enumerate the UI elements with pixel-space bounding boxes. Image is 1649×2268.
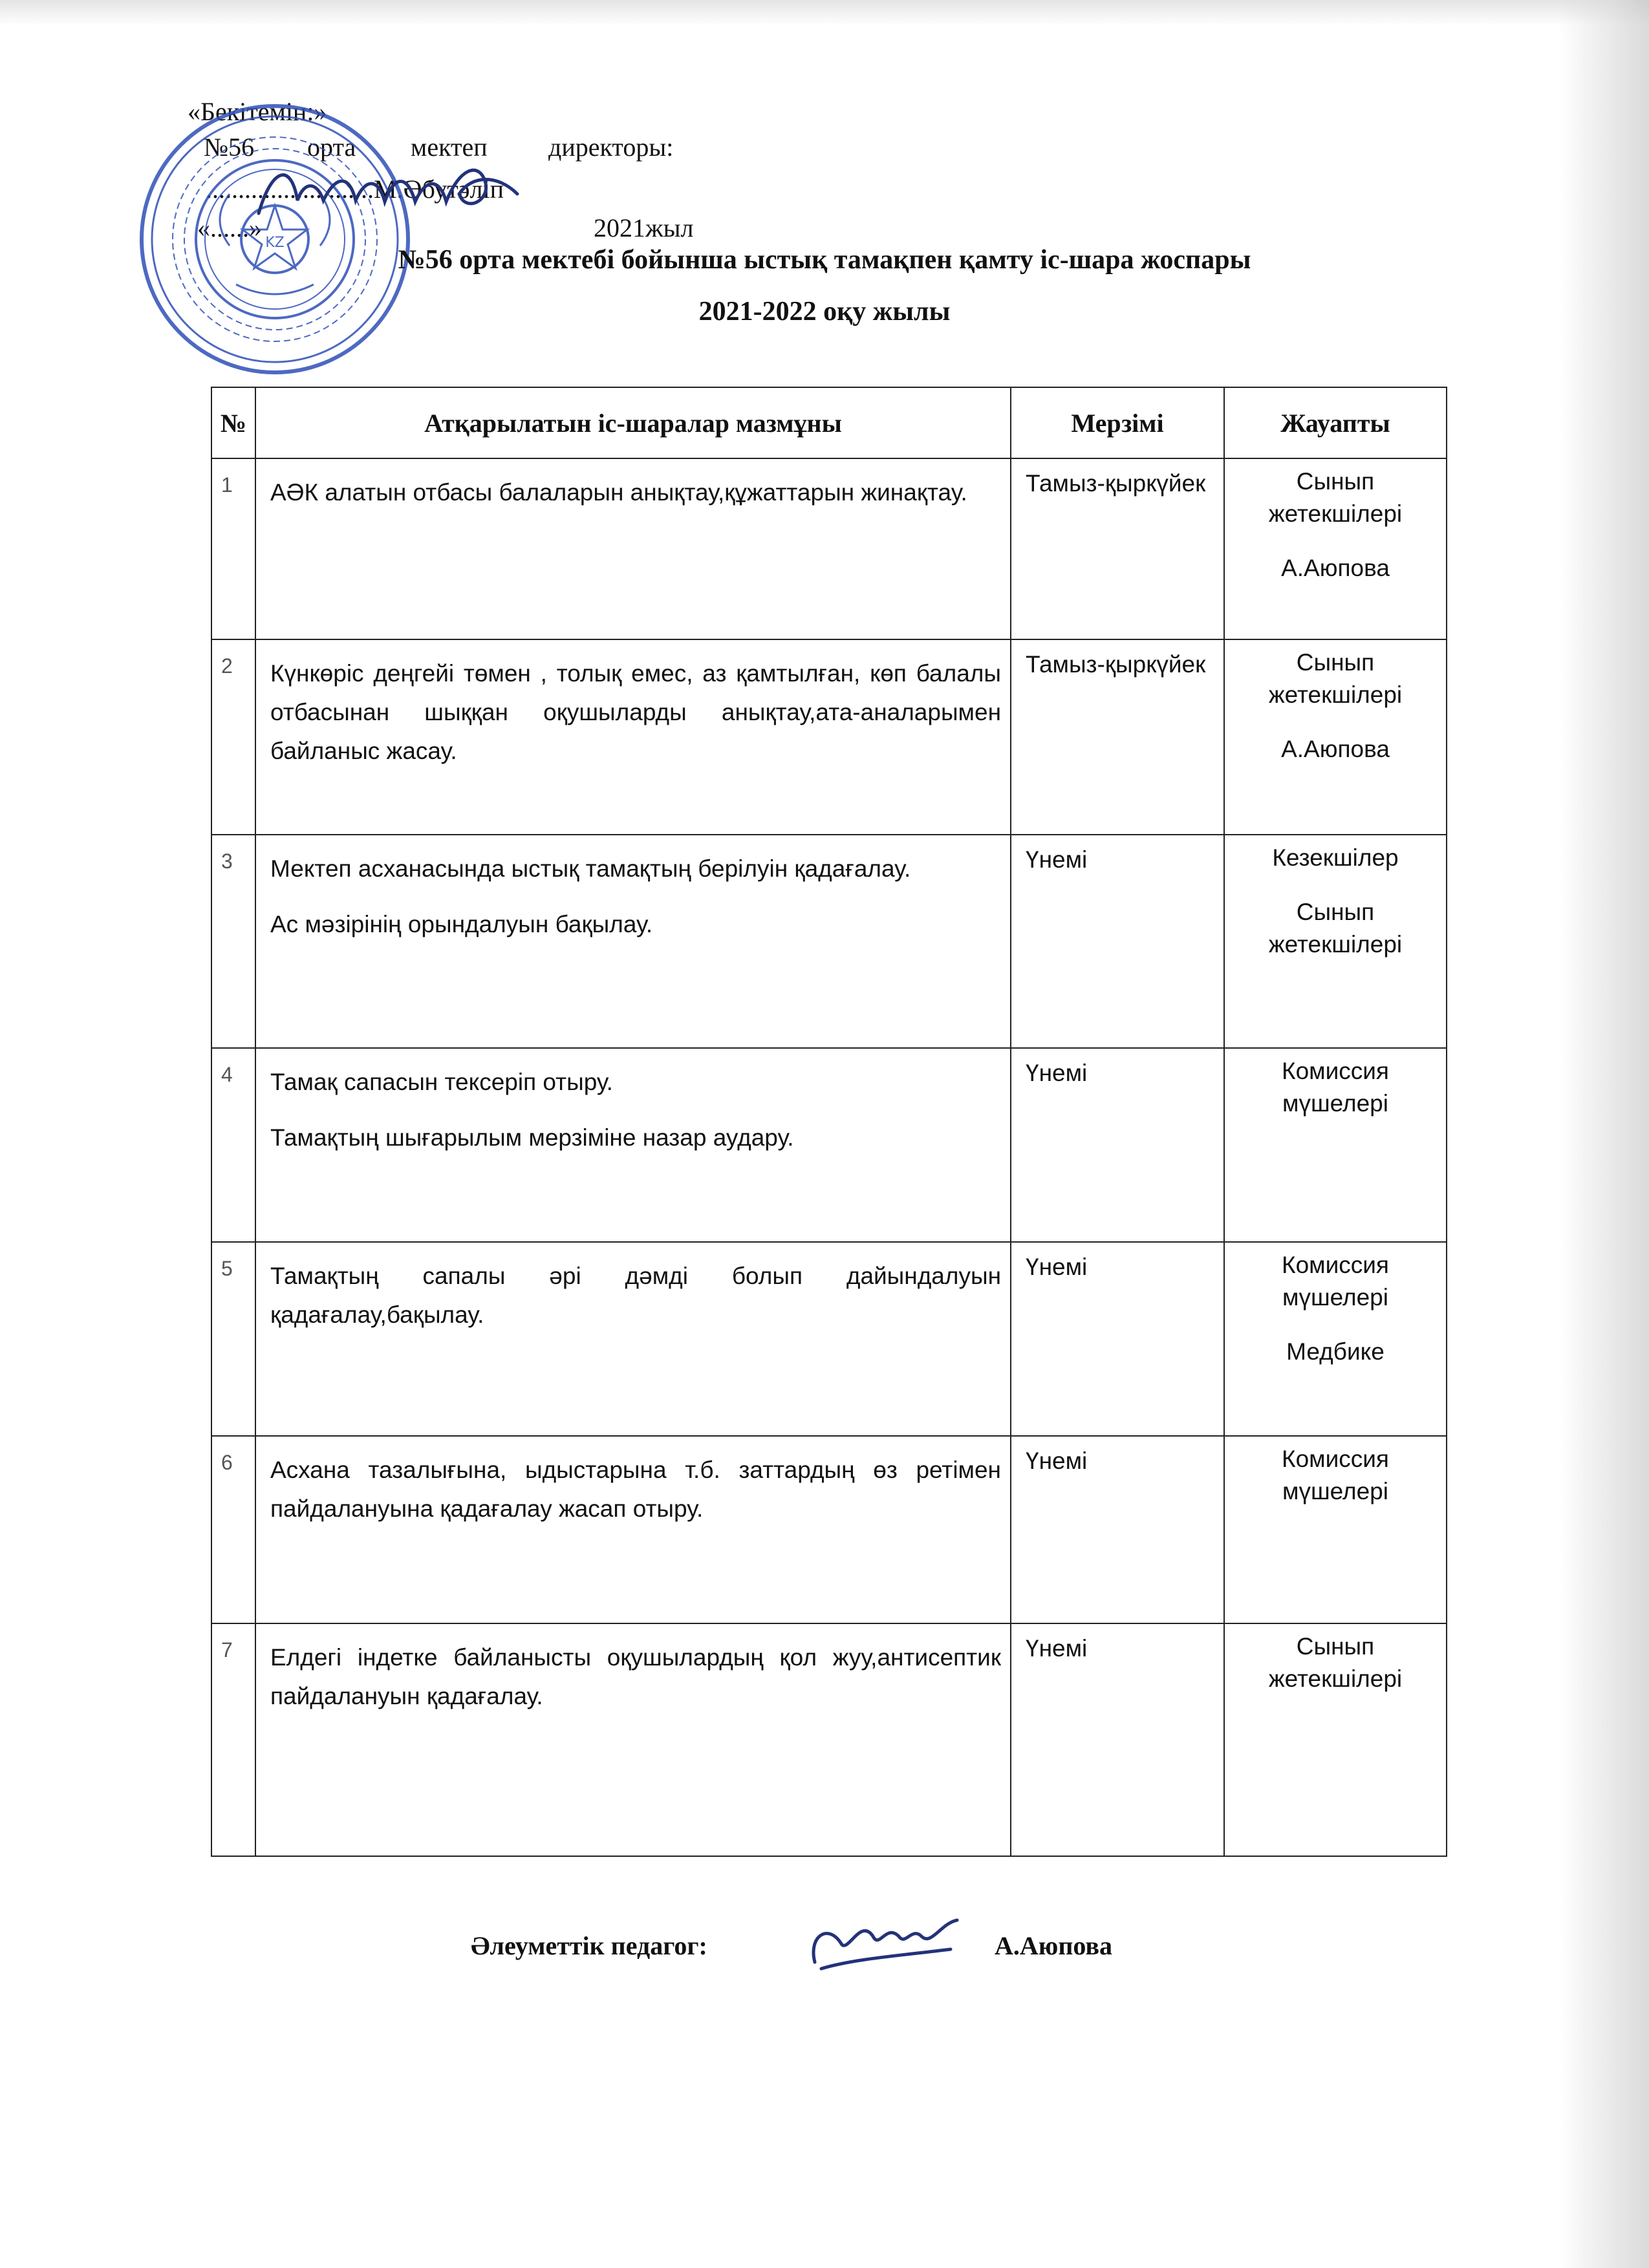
table-row <box>211 639 1447 835</box>
table-row <box>211 1048 1447 1242</box>
row-responsible <box>1224 458 1447 639</box>
approval-director-name: ..........................М.Әбутәліп <box>206 175 504 204</box>
row-content <box>255 1242 1011 1436</box>
row-content <box>255 1436 1011 1623</box>
scan-shadow-right <box>1558 0 1649 2268</box>
row-content <box>255 458 1011 639</box>
row-content <box>255 835 1011 1048</box>
approval-line-1: «Бекітемін:» <box>188 97 327 126</box>
approval-date-year: 2021жыл <box>594 213 694 242</box>
responsible-entry: Комиссия мүшелері <box>1282 1446 1389 1504</box>
row-responsible <box>1224 639 1447 835</box>
scan-shadow-top <box>0 0 1649 26</box>
approval-school-number: №56 <box>204 133 255 162</box>
row-deadline: Үнемі <box>1011 1623 1224 1856</box>
row-deadline: Тамыз-қыркүйек <box>1011 458 1224 639</box>
footer-role: Әлеуметтік педагог: <box>471 1931 707 1960</box>
table-row <box>211 1242 1447 1436</box>
responsible-entry: Комиссия мүшелері <box>1282 1252 1389 1311</box>
responsible-entry: Сынып жетекшілері <box>1268 899 1403 957</box>
pedagogue-signature <box>802 1898 970 1982</box>
row-number: 5 <box>211 1242 255 1436</box>
responsible-entry: Медбике <box>1286 1338 1385 1365</box>
academic-year: 2021-2022 оқу жылы <box>698 297 951 326</box>
row-deadline: Үнемі <box>1011 1048 1224 1242</box>
row-responsible <box>1224 835 1447 1048</box>
row-deadline: Үнемі <box>1011 1242 1224 1436</box>
row-responsible <box>1224 1436 1447 1623</box>
responsible-entry: Комиссия мүшелері <box>1282 1058 1389 1117</box>
row-responsible <box>1224 1048 1447 1242</box>
approval-word-director: директоры: <box>548 133 674 162</box>
svg-text:KZ: KZ <box>265 235 285 251</box>
row-content-text: Тамақ сапасын тексеріп отыру. <box>270 1069 613 1095</box>
row-responsible <box>1224 1623 1447 1856</box>
row-number: 2 <box>211 639 255 835</box>
row-content-text: Асхана тазалығына, ыдыстарына т.б. заттардың өз ретімен пайдалануына қадағалау жасап отыру. <box>270 1457 1001 1522</box>
row-number: 1 <box>211 458 255 639</box>
row-content-text: Мектеп асханасында ыстық тамақтың берілуін қадағалау. <box>270 855 911 882</box>
table-row <box>211 1436 1447 1623</box>
director-signature <box>252 155 524 226</box>
responsible-entry: Сынып жетекшілері <box>1268 468 1403 527</box>
table-row <box>211 1623 1447 1856</box>
row-content-text: Күнкөріс деңгейі төмен , толық емес, аз қамтылған, көп балалы отбасынан шыққан оқушыларды анықтау,ата-аналарымен байланыс жасау. <box>270 660 1001 764</box>
row-content-text: Тамақтың сапалы әрі дәмді болып дайындалуын қадағалау,бақылау. <box>270 1263 1001 1328</box>
row-responsible <box>1224 1242 1447 1436</box>
responsible-entry: Кезекшілер <box>1272 844 1399 871</box>
row-content-text: АӘК алатын отбасы балаларын анықтау,құжаттарын жинақтау. <box>270 479 967 506</box>
row-number: 6 <box>211 1436 255 1623</box>
row-content-text: Ас мәзірінің орындалуын бақылау. <box>270 911 653 937</box>
header-content: Атқарылатын іс-шаралар мазмұны <box>255 387 1011 458</box>
table-row <box>211 458 1447 639</box>
row-content <box>255 639 1011 835</box>
row-deadline: Үнемі <box>1011 1436 1224 1623</box>
row-number: 7 <box>211 1623 255 1856</box>
header-deadline: Мерзімі <box>1011 387 1224 458</box>
row-content-text: Елдегі індетке байланысты оқушылардың қол жуу,антисептик пайдалануын қадағалау. <box>270 1644 1001 1709</box>
row-number: 3 <box>211 835 255 1048</box>
row-deadline: Тамыз-қыркүйек <box>1011 639 1224 835</box>
table-row <box>211 835 1447 1048</box>
responsible-entry: Сынып жетекшілері <box>1268 649 1403 708</box>
plan-table <box>211 387 1447 1857</box>
school-seal-stamp <box>133 97 417 381</box>
approval-word-mektep: мектеп <box>411 133 488 162</box>
approval-word-orta: орта <box>307 133 356 162</box>
header-number: № <box>211 387 255 458</box>
responsible-entry: Сынып жетекшілері <box>1268 1633 1403 1692</box>
responsible-entry: А.Аюпова <box>1281 555 1390 581</box>
row-content <box>255 1623 1011 1856</box>
row-number: 4 <box>211 1048 255 1242</box>
document-title: №56 орта мектебі бойынша ыстық тамақпен қамту іс-шара жоспары <box>398 245 1251 275</box>
responsible-entry: А.Аюпова <box>1281 736 1390 762</box>
row-deadline: Үнемі <box>1011 835 1224 1048</box>
table-header-row <box>211 387 1447 458</box>
row-content-text: Тамақтың шығарылым мерзіміне назар аудару. <box>270 1124 794 1151</box>
approval-date-day: «......» <box>197 213 262 242</box>
header-responsible: Жауапты <box>1224 387 1447 458</box>
footer-name: А.Аюпова <box>995 1931 1112 1960</box>
row-content <box>255 1048 1011 1242</box>
